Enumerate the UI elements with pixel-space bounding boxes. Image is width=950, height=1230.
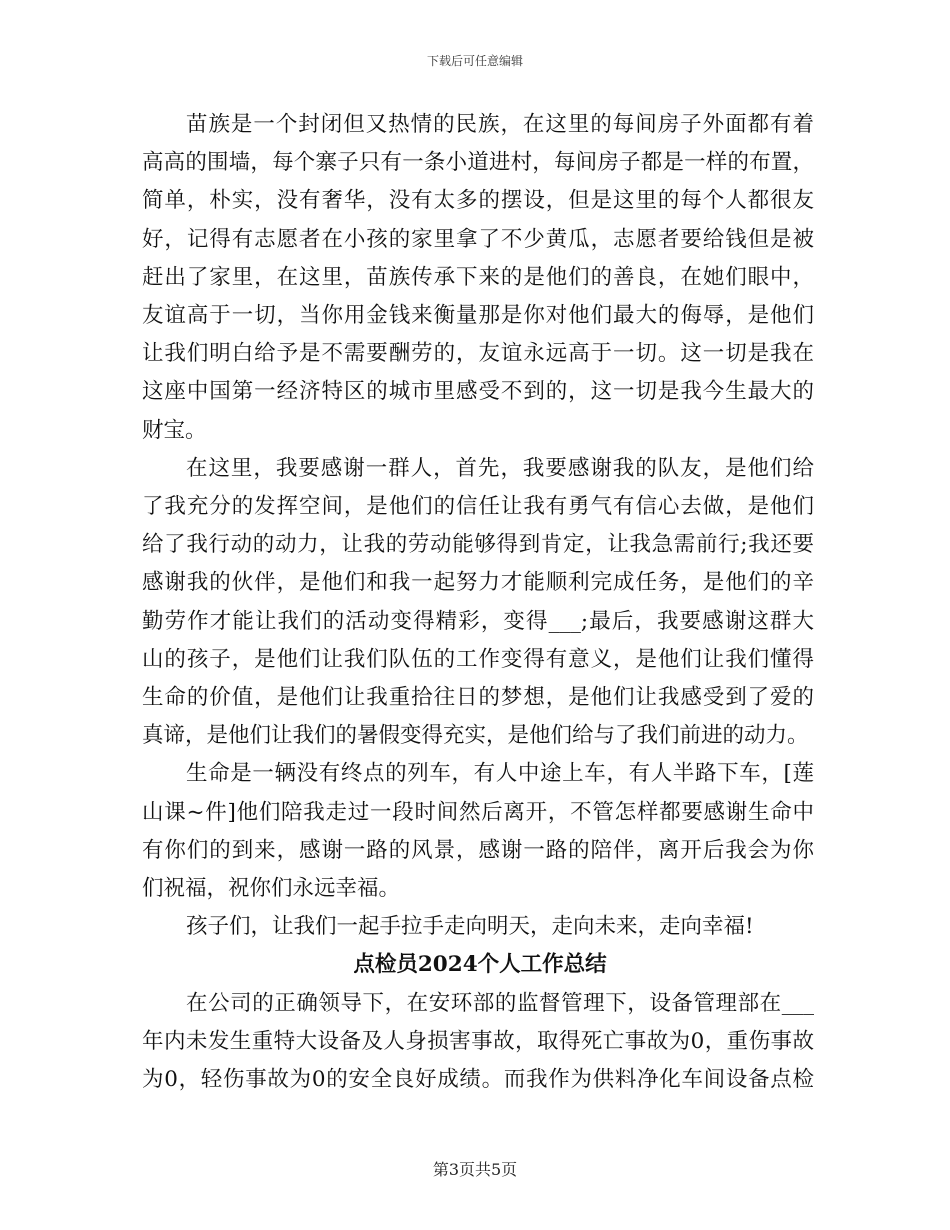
text-line: 好，记得有志愿者在小孩的家里拿了不少黄瓜，志愿者要给钱但是被	[142, 226, 814, 252]
text-line: 年内未发生重特大设备及人身损害事故，取得死亡事故为0，重伤事故	[142, 1028, 814, 1054]
text-line: 在公司的正确领导下，在安环部的监督管理下，设备管理部在___	[186, 990, 814, 1016]
text-line: 高高的围墙，每个寨子只有一条小道进村，每间房子都是一样的布置，	[142, 150, 814, 176]
text-line: 孩子们，让我们一起手拉手走向明天，走向未来，走向幸福!	[186, 914, 754, 940]
text-line: 们祝福，祝你们永远幸福。	[142, 876, 401, 902]
text-line: 感谢我的伙伴，是他们和我一起努力才能顺利完成任务，是他们的辛	[142, 570, 814, 596]
page-header: 下载后可任意编辑	[426, 54, 523, 68]
text-line: 生命的价值，是他们让我重拾往日的梦想，是他们让我感受到了爱的	[142, 685, 814, 711]
section-title: 点检员2024个人工作总结	[353, 952, 607, 978]
text-line: 为0，轻伤事故为0的安全良好成绩。而我作为供料净化车间设备点检	[142, 1067, 814, 1093]
text-line: 生命是一辆没有终点的列车，有人中途上车，有人半路下车，[莲	[186, 761, 814, 787]
paragraph-miao-people	[142, 106, 814, 450]
text-line: 这座中国第一经济特区的城市里感受不到的，这一切是我今生最大的	[142, 379, 814, 405]
document-body	[142, 106, 814, 1099]
text-line: 在这里，我要感谢一群人，首先，我要感谢我的队友，是他们给	[186, 455, 814, 481]
text-line: 山课~件]他们陪我走过一段时间然后离开，不管怎样都要感谢生命中	[142, 799, 814, 825]
page-footer: 第3页共5页	[432, 1160, 518, 1179]
text-line: 简单，朴实，没有奢华，没有太多的摆设，但是这里的每个人都很友	[142, 188, 814, 214]
paragraph-children	[142, 908, 814, 946]
text-line: 友谊高于一切，当你用金钱来衡量那是你对他们最大的侮辱，是他们	[142, 303, 814, 329]
paragraph-thanks	[142, 450, 814, 756]
text-line: 财宝。	[142, 417, 207, 443]
text-line: 山的孩子，是他们让我们队伍的工作变得有意义，是他们让我们懂得	[142, 646, 814, 672]
paragraph-life-train	[142, 755, 814, 908]
text-line: 让我们明白给予是不需要酬劳的，友谊永远高于一切。这一切是我在	[142, 341, 814, 367]
text-line: 真谛，是他们让我们的暑假变得充实，是他们给与了我们前进的动力。	[142, 723, 809, 749]
text-line: 给了我行动的动力，让我的劳动能够得到肯定，让我急需前行;我还要	[142, 532, 814, 558]
text-line: 赶出了家里，在这里，苗族传承下来的是他们的善良，在她们眼中，	[142, 264, 814, 290]
text-line: 勤劳作才能让我们的活动变得精彩，变得___;最后，我要感谢这群大	[142, 608, 814, 634]
text-line: 有你们的到来，感谢一路的风景，感谢一路的陪伴，离开后我会为你	[142, 837, 814, 863]
text-line: 了我充分的发挥空间，是他们的信任让我有勇气有信心去做，是他们	[142, 494, 814, 520]
paragraph-work-summary	[142, 985, 814, 1100]
text-line: 苗族是一个封闭但又热情的民族，在这里的每间房子外面都有着	[186, 112, 814, 137]
